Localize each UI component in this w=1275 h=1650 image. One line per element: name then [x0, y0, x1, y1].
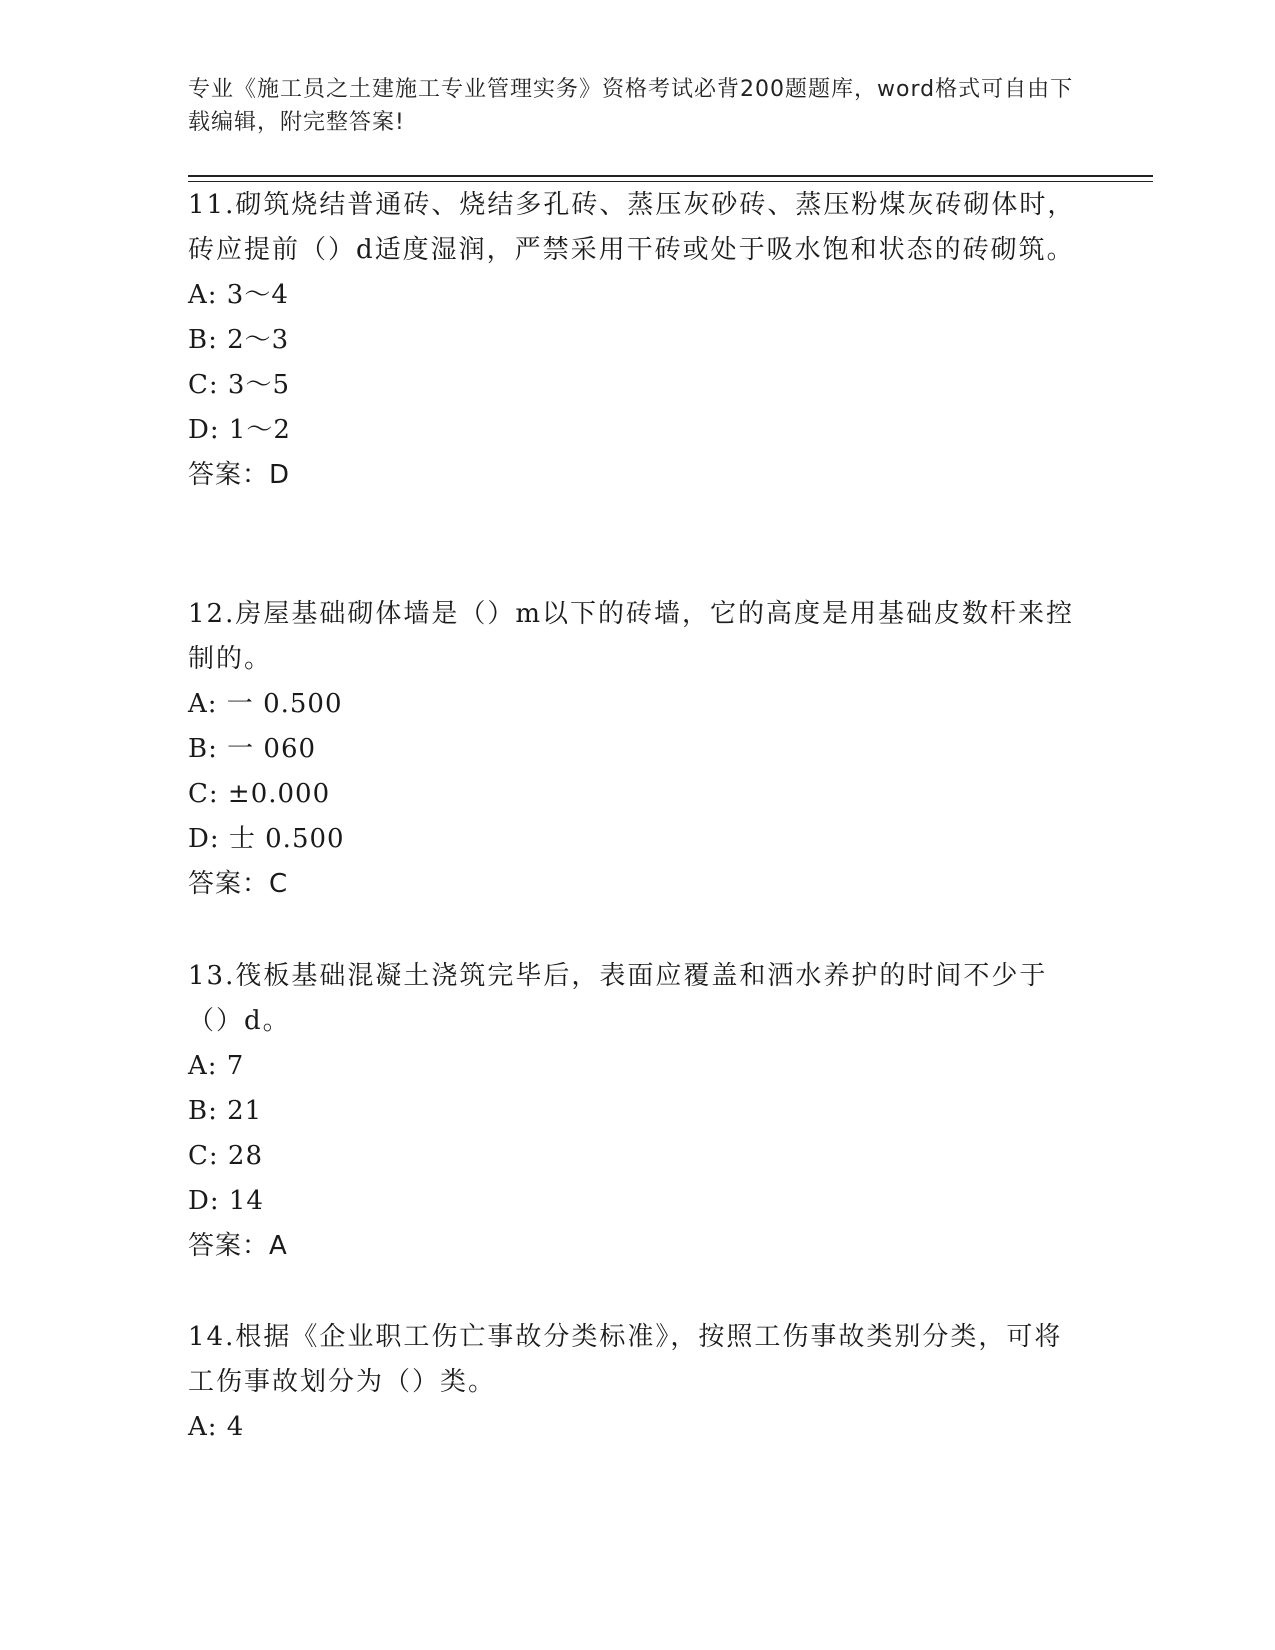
question-stem: 11.砌筑烧结普通砖、烧结多孔砖、蒸压灰砂砖、蒸压粉煤灰砖砌体时，砖应提前（）d适度湿润，严禁采用干砖或处于吸水饱和状态的砖砌筑。 [188, 190, 1076, 265]
question-14 [188, 1315, 1088, 1450]
option-c: C: ±0.000 [188, 779, 331, 809]
option-a: A: 3～4 [188, 280, 289, 310]
question-12 [188, 592, 1088, 907]
option-d: D: 1～2 [188, 415, 291, 445]
question-stem: 13.筏板基础混凝土浇筑完毕后，表面应覆盖和洒水养护的时间不少于（）d。 [188, 961, 1048, 1036]
option-d: D: 士 0.500 [188, 824, 345, 854]
answer-line: 答案：C [188, 869, 289, 899]
option-a: A: 7 [188, 1051, 245, 1081]
question-stem: 12.房屋基础砌体墙是（）m以下的砖墙，它的高度是用基础皮数杆来控制的。 [188, 599, 1075, 674]
option-b: B: 21 [188, 1096, 263, 1126]
option-d: D: 14 [188, 1186, 264, 1216]
option-c: C: 28 [188, 1141, 264, 1171]
document-header: 专业《施工员之土建施工专业管理实务》资格考试必背200题题库，word格式可自由下载编辑，附完整答案! [188, 77, 1074, 135]
option-a: A: 4 [188, 1412, 245, 1442]
option-c: C: 3～5 [188, 370, 291, 400]
option-b: B: 一 060 [188, 734, 317, 764]
header-divider-thin [188, 181, 1153, 182]
question-11 [188, 183, 1088, 498]
header-divider-thick [188, 175, 1153, 177]
option-a: A: 一 0.500 [188, 689, 343, 719]
question-13 [188, 954, 1088, 1269]
question-stem: 14.根据《企业职工伤亡事故分类标准》，按照工伤事故类别分类，可将工伤事故划分为（）类。 [188, 1322, 1063, 1397]
answer-line: 答案：A [188, 1231, 288, 1261]
answer-line: 答案：D [188, 460, 291, 490]
option-b: B: 2～3 [188, 325, 290, 355]
